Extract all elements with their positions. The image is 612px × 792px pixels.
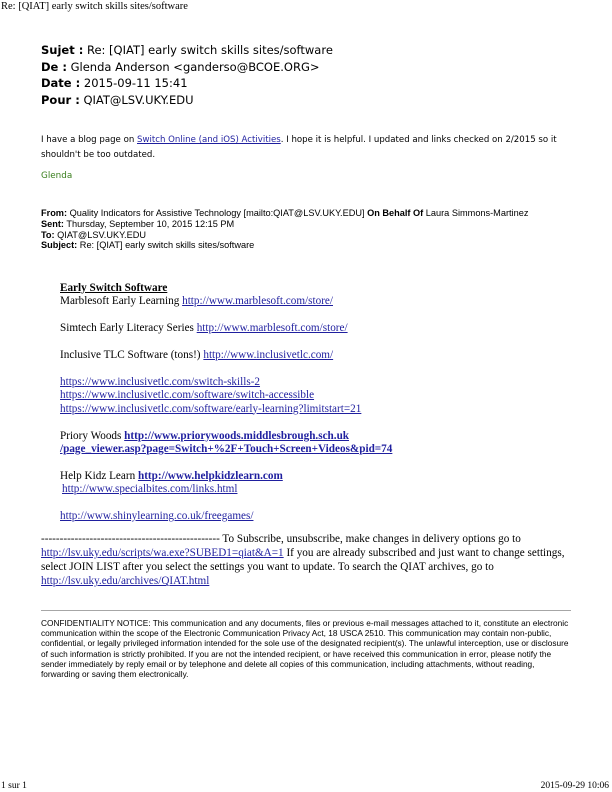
heading-text: Early Switch Software (60, 282, 168, 294)
inclusive-switch-skills-link[interactable]: https://www.inclusivetlc.com/switch-skills-2 (60, 376, 261, 389)
marblesoft-row (60, 295, 570, 308)
email-meta (41, 42, 333, 108)
page-header: Re: [QIAT] early switch skills sites/software (1, 1, 188, 12)
subscribe-link[interactable]: http://lsv.uky.edu/scripts/wa.exe?SUBED1=qiat&A=1 (41, 547, 284, 560)
simtech-link[interactable]: http://www.marblesoft.com/store/ (196, 322, 348, 335)
helpkidz-text: Help Kidz Learn (60, 469, 138, 482)
from-row (41, 59, 333, 76)
signature: Glenda (41, 171, 73, 181)
helpkidz-block (60, 470, 570, 496)
priory-link[interactable]: http://www.priorywoods.middlesbrough.sch.uk (124, 429, 350, 442)
fwd-sent-row (41, 219, 566, 230)
simtech-row (60, 322, 570, 335)
fwd-to-value: QIAT@LSV.UKY.EDU (54, 229, 146, 240)
subject-value: Re: [QIAT] early switch skills sites/software (86, 43, 333, 57)
page-number: 1 sur 1 (1, 781, 27, 791)
simtech-text: Simtech Early Literacy Series (60, 322, 197, 335)
archives-link[interactable]: http://lsv.uky.edu/archives/QIAT.html (41, 575, 210, 588)
date-row (41, 75, 333, 92)
to-value: QIAT@LSV.UKY.EDU (83, 92, 194, 107)
specialbites-link[interactable]: http://www.specialbites.com/links.html (62, 482, 238, 495)
fwd-subject-row (41, 240, 566, 251)
confidentiality-notice: CONFIDENTIALITY NOTICE: This communication and any documents, files or previous e-mail messages attached to it, constitute an electronic communication within the scope of the Electronic Communication Privacy Act, 18 USCA 2510. This communication may contain non-public, confidential, or legally privileged information intended for the sole use of the designated recipient(s). The unlawful interception, use or disclosure of such information is strictly prohibited. If you are not the intended recipient, or have received this communication in error, please notify the sender immediately by reply email or by telephone and delete all copies of this communication, including attachments, without reading, forwarding or saving them electronically. (41, 618, 569, 680)
to-row (41, 92, 333, 109)
priory-text: Priory Woods (60, 429, 125, 442)
subscribe-text: To Subscribe, unsubscribe, make changes in delivery options go to (219, 533, 521, 545)
to-label: Pour : (41, 92, 80, 107)
fwd-from-row (41, 208, 566, 219)
fwd-from-value: Quality Indicators for Assistive Technology [mailto:QIAT@LSV.UKY.EDU] (67, 208, 368, 218)
settings-text: If you are already subscribed and just want to change settings, select JOIN LIST after you select the settings you want to update. To search the QIAT archives, go to (41, 547, 565, 574)
fwd-subject-label: Subject: (41, 240, 78, 251)
priory-row (60, 430, 570, 456)
message-body (60, 282, 570, 523)
section-heading (60, 282, 570, 295)
dash-separator: ------------------------------------------------ (41, 533, 220, 545)
helpkidz-link[interactable]: http://www.helpkidzlearn.com (137, 469, 283, 482)
fwd-sent-value: Thursday, September 10, 2015 12:15 PM (63, 218, 235, 229)
marblesoft-text: Marblesoft Early Learning (60, 295, 183, 308)
date-label: Date : (41, 76, 81, 91)
fwd-sent-label: Sent: (41, 218, 64, 229)
print-timestamp: 2015-09-29 10:06 (540, 781, 609, 791)
divider (41, 610, 571, 611)
marblesoft-block (60, 282, 570, 308)
priory-link-continued[interactable]: /page_viewer.asp?page=Switch+%2F+Touch+Screen+Videos&pid=74 (60, 442, 393, 455)
inclusive-early-learning-link[interactable]: https://www.inclusivetlc.com/software/early-learning?limitstart=21 (60, 402, 362, 415)
marblesoft-link[interactable]: http://www.marblesoft.com/store/ (182, 295, 333, 308)
fwd-to-label: To: (41, 229, 55, 240)
list-footer (41, 532, 571, 588)
inclusive-links-list (60, 376, 570, 415)
fwd-behalf-label: On Behalf Of (367, 208, 424, 218)
intro-paragraph (41, 133, 561, 162)
intro-text-after: . I hope it is helpful. I updated and links checked on 2/2015 so it shouldn't be too outdated. (41, 135, 557, 160)
subject-row (41, 42, 333, 59)
shiny-link[interactable]: http://www.shinylearning.co.uk/freegames/ (60, 510, 254, 523)
forwarded-header (41, 208, 566, 251)
inclusive-row (60, 349, 570, 362)
fwd-subject-value: Re: [QIAT] early switch skills sites/software (77, 240, 255, 251)
from-label: De : (41, 59, 67, 74)
subject-label: Sujet : (41, 43, 84, 57)
intro-text-before: I have a blog page on (41, 135, 137, 145)
date-value: 2015-09-11 15:41 (83, 76, 188, 91)
inclusive-switch-accessible-link[interactable]: https://www.inclusivetlc.com/software/switch-accessible (60, 389, 315, 402)
fwd-to-row (41, 230, 566, 241)
from-value: Glenda Anderson <ganderso@BCOE.ORG> (70, 59, 320, 74)
shiny-row (60, 510, 570, 523)
blog-link[interactable]: Switch Online (and iOS) Activities (137, 135, 281, 145)
fwd-from-label: From: (41, 208, 68, 218)
inclusive-link[interactable]: http://www.inclusivetlc.com/ (203, 349, 334, 362)
inclusive-text: Inclusive TLC Software (tons!) (60, 349, 204, 362)
fwd-behalf-value: Laura Simmons-Martinez (423, 208, 529, 218)
